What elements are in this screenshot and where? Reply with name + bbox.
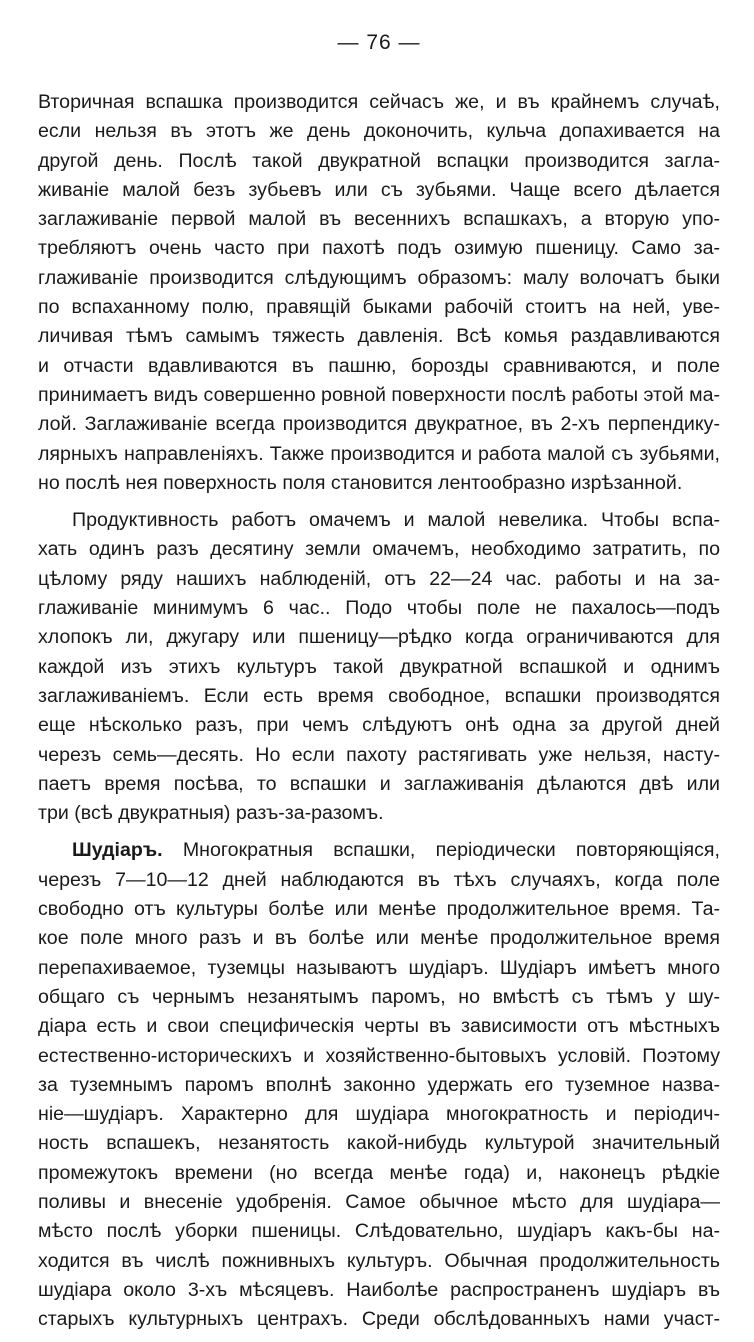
text-line: каждой изъ этихъ культуръ такой двукратной вспашкой и однимъ <box>38 655 720 678</box>
text-line: три (всѣ двукратныя) разъ-за-разомъ. <box>38 802 384 825</box>
text-line: заглаживаніемъ. Если есть время свободное, вспашки производятся <box>38 684 720 707</box>
text-line: ходится въ числѣ пожнивныхъ культуръ. Обычная продолжительность <box>38 1249 720 1272</box>
text-line: другой день. Послѣ такой двукратной вспацки производится загла- <box>38 149 720 172</box>
text-line: глаживаніе минимумъ 6 час.. Подо чтобы поле не пахалось—подъ <box>38 597 720 620</box>
term-line-rest: Многократныя вспашки, періодически повторяющіяся, <box>162 839 720 862</box>
text-line: естественно-историческихъ и хозяйственно-бытовыхъ условій. Поэтому <box>38 1044 720 1067</box>
text-line: діара есть и свои специфическія черты въ зависимости отъ мѣстныхъ <box>38 1015 720 1038</box>
text-line: черезъ семь—десять. Но если пахоту растягивать уже нельзя, насту- <box>38 743 720 766</box>
text-line: общаго съ чернымъ незанятымъ паромъ, но вмѣстѣ съ тѣмъ у шу- <box>38 985 720 1008</box>
text-line: требляютъ очень часто при пахотѣ подъ озимую пшеницу. Само за- <box>38 237 720 260</box>
term-heading: Шудіаръ. <box>72 839 163 862</box>
text-line: цѣлому ряду нашихъ наблюденій, отъ 22—24 час. работы и на за- <box>38 567 720 590</box>
text-line: но послѣ нея поверхность поля становится лентообразно изрѣзанной. <box>38 471 683 494</box>
text-line: мѣсто послѣ уборки пшеницы. Слѣдовательно, шудіаръ какъ-бы на- <box>38 1220 720 1243</box>
text-line: кое поле много разъ и въ болѣе или менѣе продолжительное время <box>38 927 720 950</box>
text-line: перепахиваемое, туземцы называютъ шудіаръ. Шудіаръ имѣетъ много <box>38 956 720 979</box>
text-line <box>38 836 720 865</box>
text-line: старыхъ культурныхъ центрахъ. Среди обслѣдованныхъ нами участ- <box>38 1308 720 1331</box>
text-line: еще нѣсколько разъ, при чемъ слѣдуютъ онѣ одна за другой дней <box>38 714 720 737</box>
paragraph-3 <box>38 836 720 1334</box>
text-line: принимаетъ видъ совершенно ровной поверхности послѣ работы этой ма- <box>38 383 720 406</box>
text-line: если нельзя въ этотъ же день доконочить, кульча допахивается на <box>38 120 720 143</box>
text-line: хать одинъ разъ десятину земли омачемъ, необходимо затратить, по <box>38 538 720 561</box>
document-page <box>38 30 720 1342</box>
text-line: живаніе малой безъ зубьевъ или съ зубьями. Чаще всего дѣлается <box>38 178 720 201</box>
paragraph-1 <box>38 88 720 498</box>
text-line: и отчасти вдавливаются въ пашню, борозды сравниваются, и поле <box>38 354 720 377</box>
text-line: за туземнымъ паромъ вполнѣ законно удержать его туземное назва- <box>38 1073 720 1096</box>
text-line: поливы и внесеніе удобренія. Самое обычное мѣсто для шудіара— <box>38 1190 720 1213</box>
text-line: Вторичная вспашка производится сейчасъ же, и въ крайнемъ случаѣ, <box>38 91 720 113</box>
text-line: по вспаханному полю, правящій быками рабочій стоитъ на ней, уве- <box>38 296 720 319</box>
text-line: промежутокъ времени (но всегда менѣе года) и, наконецъ рѣдкіе <box>38 1161 720 1184</box>
page-number: — 76 — <box>337 31 421 54</box>
text-line: заглаживаніе первой малой въ весеннихъ вспашкахъ, а вторую упо- <box>38 208 720 231</box>
text-line: свободно отъ культуры болѣе или менѣе продолжительное время. Та- <box>38 898 720 921</box>
text-line: хлопокъ ли, джугару или пшеницу—рѣдко когда ограничиваются для <box>38 626 720 649</box>
text-line: черезъ 7—10—12 дней наблюдаются въ тѣхъ случаяхъ, когда поле <box>38 868 720 891</box>
text-line: лой. Заглаживаніе всегда производится двукратное, въ 2-хъ перпендику- <box>38 413 720 436</box>
text-line: ность вспашекъ, незанятость какой-нибудь культурой значительный <box>38 1132 720 1155</box>
text-line: Продуктивность работъ омачемъ и малой невелика. Чтобы вспа- <box>72 509 720 532</box>
text-line: ніе—шудіаръ. Характерно для шудіара многократность и періодич- <box>38 1103 720 1126</box>
text-line: глаживаніе производится слѣдующимъ образомъ: малу волочатъ быки <box>38 266 720 289</box>
text-line: шудіара около 3-хъ мѣсяцевъ. Наиболѣе распространенъ шудіаръ въ <box>38 1278 720 1301</box>
text-line: лярныхъ направленіяхъ. Также производится и работа малой съ зубьями, <box>38 442 720 465</box>
paragraph-2 <box>38 506 720 828</box>
text-line: паетъ время посѣва, то вспашки и заглаживанія дѣлаются двѣ или <box>38 772 720 795</box>
text-line: личивая тѣмъ самымъ тяжесть давленія. Всѣ комья раздавливаются <box>38 325 720 348</box>
